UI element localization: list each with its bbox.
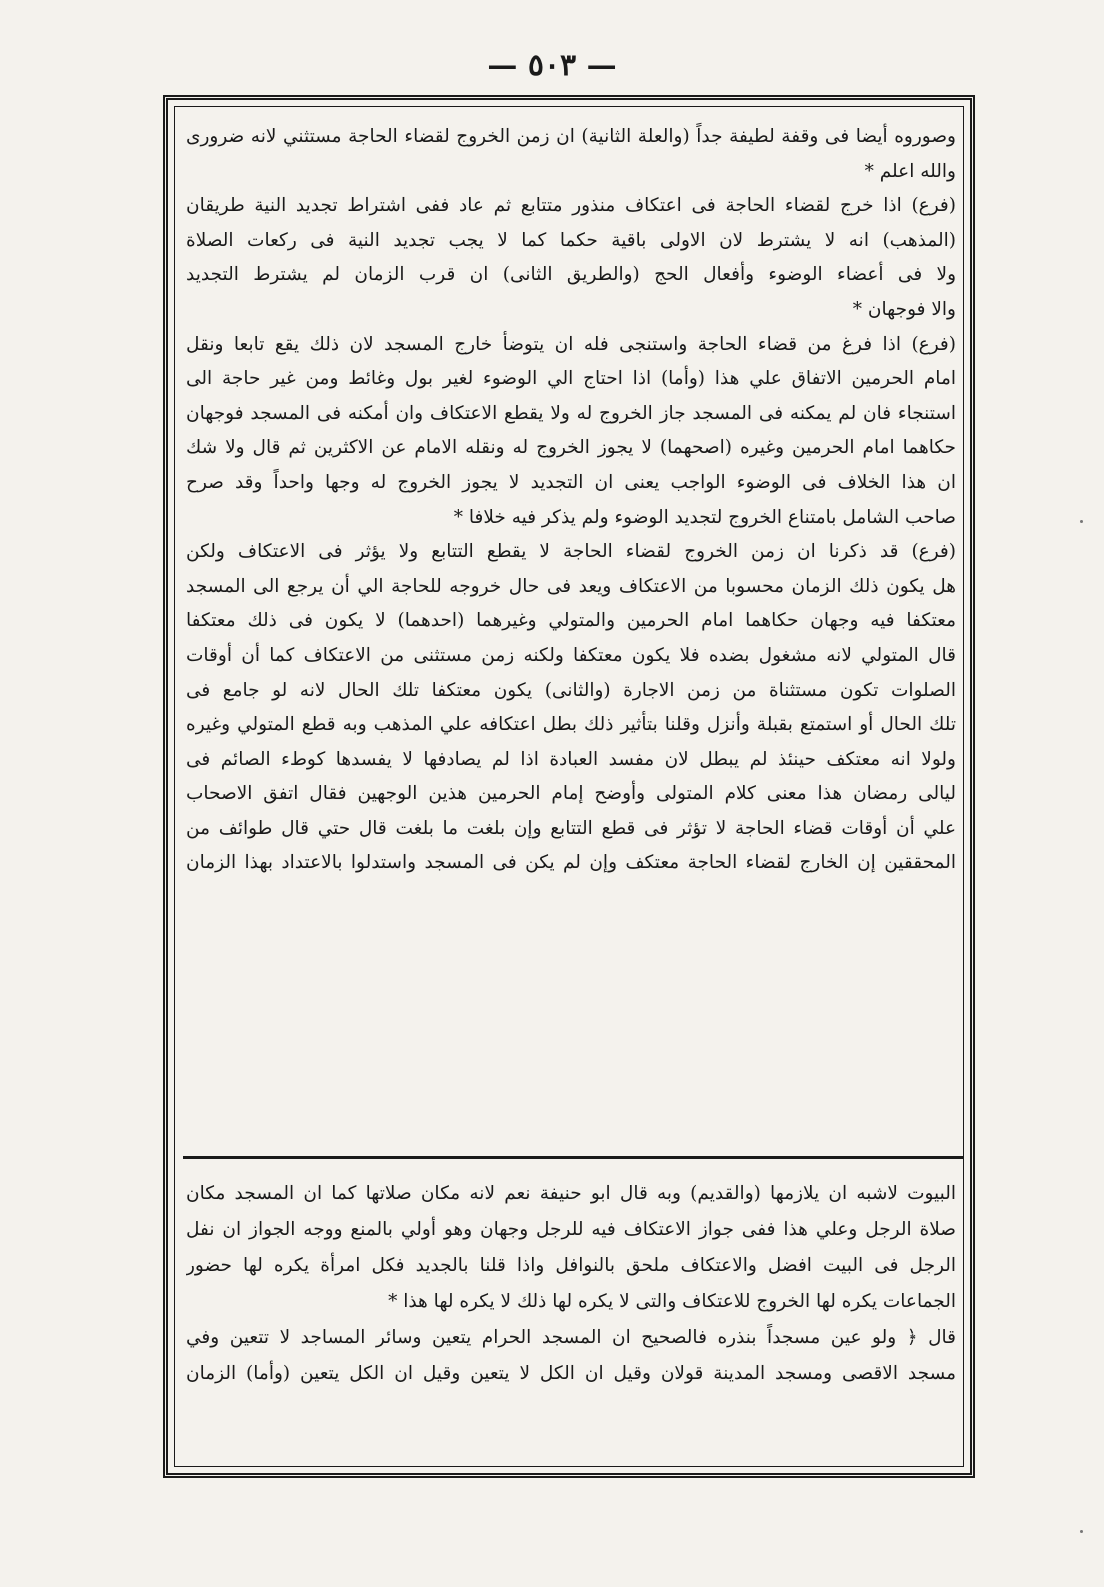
text-line: هل يكون ذلك الزمان محسوبا من الاعتكاف ويعد فى حال خروجه للحاجة الي أن يرجع الى المسجد bbox=[186, 575, 956, 597]
text-line: والا فوجهان * bbox=[852, 298, 956, 320]
text-line: (فرع) اذا خرج لقضاء الحاجة فى اعتكاف منذور متتابع ثم عاد ففى اشتراط تجديد النية طريقان bbox=[186, 195, 956, 217]
text-line: امام الحرمين الاتفاق علي هذا (وأما) اذا احتاج الي الوضوء لغير بول وغائط ومن غير حاجة الى bbox=[186, 368, 956, 390]
text-line: معتكفا فيه وجهان حكاهما امام الحرمين والمتولي وغيرهما (احدهما) لا يكون فى ذلك معتكفا bbox=[186, 610, 956, 632]
text-line: ان هذا الخلاف فى الوضوء الواجب يعنى ان التجديد لا يجوز الخروج له وجها واحداً وقد صرح bbox=[186, 471, 956, 493]
text-line: (فرع) قد ذكرنا ان زمن الخروج لقضاء الحاجة لا يقطع التتابع ولا يؤثر فى الاعتكاف ولكن bbox=[186, 541, 956, 563]
text-line: الجماعات يكره لها الخروج للاعتكاف والتى لا يكره لها ذلك لا يكره لها هذا * bbox=[388, 1291, 956, 1312]
text-line: تلك الحال أو استمتع بقبلة وأنزل وقلنا بتأثير ذلك بطل اعتكافه علي المذهب وبه قطع المتولي وغيره bbox=[186, 714, 956, 736]
text-line: (فرع) اذا فرغ من قضاء الحاجة واستنجى فله ان يتوضأ خارج المسجد لان ذلك يقع تابعا ونقل bbox=[186, 333, 956, 355]
text-line: قال المتولي لانه مشغول بضده فلا يكون معتكفا ولكنه زمن مستثنى من الاعتكاف كما أن أوقات bbox=[186, 644, 956, 666]
scan-speck bbox=[1080, 1530, 1083, 1533]
main-text-block bbox=[186, 120, 956, 881]
text-line: مسجد الاقصى ومسجد المدينة قولان وقيل ان الكل لا يتعين وقيل ان الكل يتعين (وأما) الزمان bbox=[186, 1363, 956, 1384]
commentary-text-block bbox=[186, 1176, 956, 1392]
text-line: الصلوات تكون مستثناة من زمن الاجارة (والثانى) يكون معتكفا تلك الحال لانه لو جامع فى bbox=[186, 679, 956, 701]
text-line: الرجل فى البيت افضل والاعتكاف ملحق بالنوافل واذا قلنا بالجديد فكل امرأة يكره لها حضور bbox=[186, 1255, 956, 1276]
text-line: صلاة الرجل وعلي هذا ففى جواز الاعتكاف فيه للرجل وجهان وهو أولي بالمنع ووجه الجواز ان نفل bbox=[186, 1219, 956, 1240]
text-line: صاحب الشامل بامتناع الخروج لتجديد الوضوء ولم يذكر فيه خلافا * bbox=[453, 506, 956, 528]
text-line: قال ﴿ ولو عين مسجداً بنذره فالصحيح ان المسجد الحرام يتعين وسائر المساجد لا تتعين وفي bbox=[186, 1327, 956, 1348]
text-line: ليالى رمضان هذا معنى كلام المتولى وأوضح إمام الحرمين هذين الوجهين فقال اتفق الاصحاب bbox=[186, 783, 956, 805]
text-line: وصوروه أيضا فى وقفة لطيفة جداً (والعلة الثانية) ان زمن الخروج لقضاء الحاجة مستثني لانه ضرورى bbox=[186, 126, 956, 147]
scan-speck bbox=[1080, 520, 1083, 523]
text-line: ولا فى أعضاء الوضوء وأفعال الحج (والطريق الثانى) ان قرب الزمان لم يشترط التجديد bbox=[186, 264, 956, 286]
text-line: والله اعلم * bbox=[864, 160, 956, 182]
page-number: — ٥٠٣ — bbox=[487, 48, 617, 83]
text-line: المحققين إن الخارج لقضاء الحاجة معتكف وإن لم يكن فى المسجد واستدلوا بالاعتداد بهذا الزمان bbox=[186, 852, 956, 874]
text-line: البيوت لاشبه ان يلازمها (والقديم) وبه قال ابو حنيفة نعم لانه مكان صلاتها كما ان المسجد مكان bbox=[186, 1183, 956, 1204]
text-line: (المذهب) انه لا يشترط لان الاولى باقية حكما كما لا يجب تجديد النية فى ركعات الصلاة bbox=[186, 229, 956, 251]
text-line: علي أن أوقات قضاء الحاجة لا تؤثر فى قطع التتابع وإن بلغت ما بلغت قال حتي قال طوائف من bbox=[186, 817, 956, 839]
text-line: استنجاء فان لم يمكنه فى المسجد جاز الخروج له ولا يقطع الاعتكاف وان أمكنه فى المسجد فوجهان bbox=[186, 402, 956, 424]
text-line: حكاهما امام الحرمين وغيره (اصحهما) لا يجوز الخروج له ونقله الامام عن الاكثرين ثم قال ولا شك bbox=[186, 437, 956, 459]
section-divider bbox=[183, 1156, 963, 1159]
text-line: ولولا انه معتكف حينئذ لم يبطل لان مفسد العبادة اذا لم يصادفها لا يفسدها كوطء الصائم فى bbox=[186, 748, 956, 770]
